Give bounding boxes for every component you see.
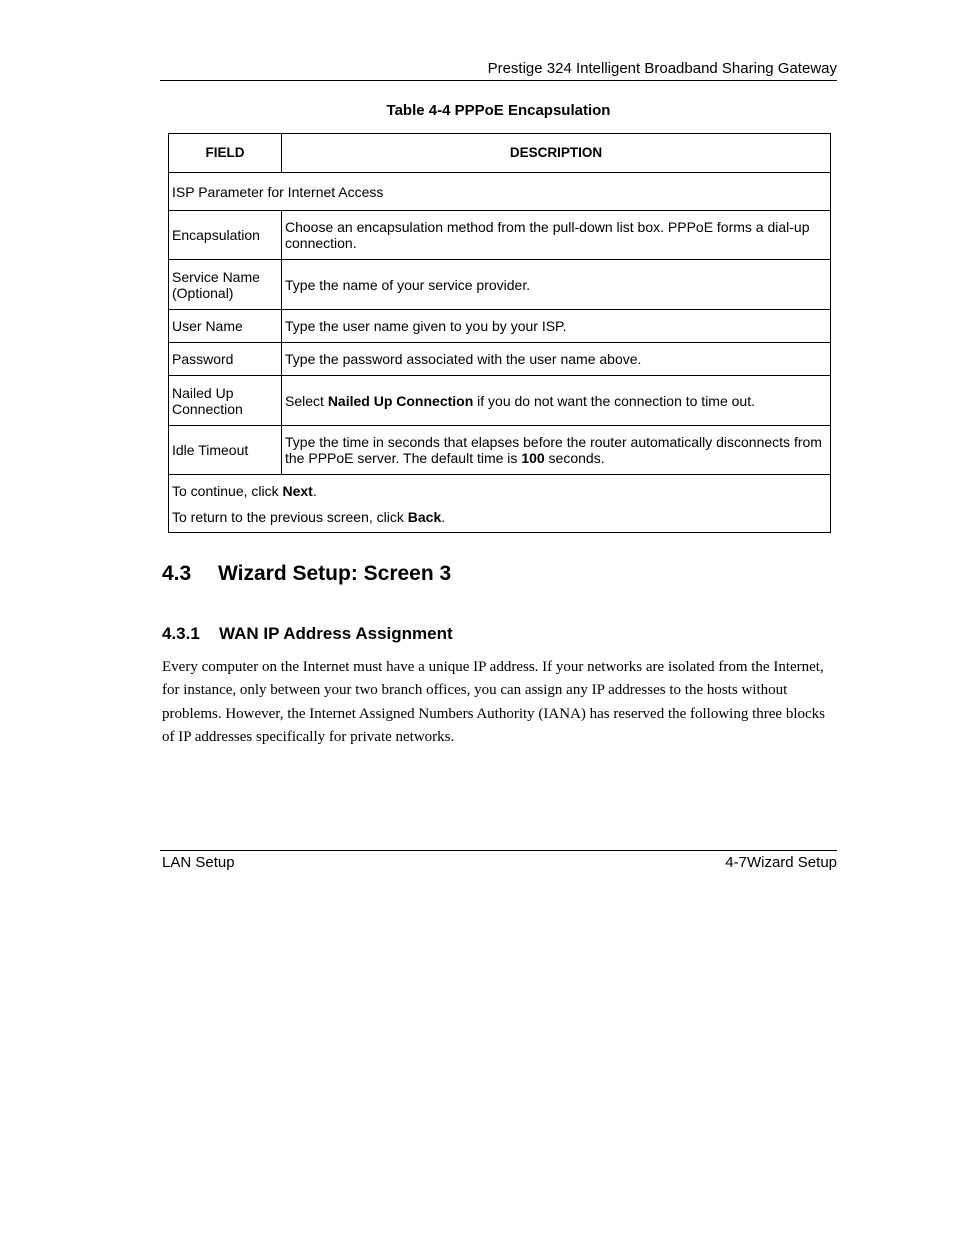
continue-instruction: [172, 483, 827, 499]
subsection-title: WAN IP Address Assignment: [219, 624, 453, 643]
section-row-label: ISP Parameter for Internet Access: [169, 173, 831, 211]
field-cell: Encapsulation: [169, 211, 282, 260]
instruction-text: .: [441, 508, 446, 525]
back-instruction: [172, 509, 827, 525]
pppoe-encapsulation-table: [168, 133, 831, 533]
description-text: seconds.: [544, 450, 605, 466]
description-text: if you do not want the connection to time out.: [473, 392, 755, 409]
instruction-text: .: [312, 482, 317, 499]
table-header-row: [169, 134, 831, 173]
field-cell: Password: [169, 343, 282, 376]
instruction-text: To return to the previous screen, click: [172, 508, 408, 525]
description-cell: Choose an encapsulation method from the pull-down list box. PPPoE forms a dial-up connection.: [282, 211, 831, 260]
table-caption: Table 4-4 PPPoE Encapsulation: [386, 102, 611, 119]
column-header-description: DESCRIPTION: [282, 134, 831, 173]
description-cell: Type the password associated with the user name above.: [282, 343, 831, 376]
field-cell: Idle Timeout: [169, 426, 282, 475]
table-row: [169, 211, 831, 260]
table-section-row: [169, 173, 831, 211]
page-header: [160, 60, 837, 81]
table-row: [169, 343, 831, 376]
body-paragraph: Every computer on the Internet must have a unique IP address. If your networks are isolated from the Internet, for instance, only between your two branch offices, you can assign any IP addresses to the hosts without problems. However, the Internet Assigned Numbers Authority (IANA) has reserved the following three blocks of IP addresses specifically for private networks.: [162, 659, 825, 745]
description-text: Type the time in seconds that elapses before the router automatically disconnects from the PPPoE server. The default time is: [285, 434, 822, 466]
subsection-number: 4.3.1: [162, 624, 200, 643]
table-row: [169, 376, 831, 426]
description-cell: Type the name of your service provider.: [282, 260, 831, 310]
description-cell: [282, 376, 831, 426]
description-bold-term: Nailed Up Connection: [327, 392, 474, 409]
table-footer-row: [169, 475, 831, 533]
column-header-field: FIELD: [169, 134, 282, 173]
description-cell: [282, 426, 831, 475]
next-term: Next: [282, 482, 313, 499]
section-number: 4.3: [162, 562, 192, 585]
section-heading: [162, 562, 451, 586]
header-title: Prestige 324 Intelligent Broadband Sharing Gateway: [487, 60, 837, 77]
field-cell: Nailed Up Connection: [169, 376, 282, 426]
table-row: [169, 260, 831, 310]
section-title: Wizard Setup: Screen 3: [218, 562, 452, 585]
footer-chapter: LAN Setup: [162, 854, 235, 871]
field-cell: User Name: [169, 310, 282, 343]
description-text: Select: [285, 392, 328, 409]
table-row: [169, 426, 831, 475]
instruction-text: To continue, click: [172, 482, 283, 499]
description-cell: Type the user name given to you by your ISP.: [282, 310, 831, 343]
back-term: Back: [407, 508, 442, 525]
table-row: [169, 310, 831, 343]
subsection-heading: [162, 624, 453, 644]
description-bold-term: 100: [521, 450, 545, 466]
page-footer: [160, 850, 837, 873]
footer-page-number: 4-7Wizard Setup: [725, 854, 837, 871]
field-cell: Service Name (Optional): [169, 260, 282, 310]
navigation-instructions: [169, 475, 831, 533]
